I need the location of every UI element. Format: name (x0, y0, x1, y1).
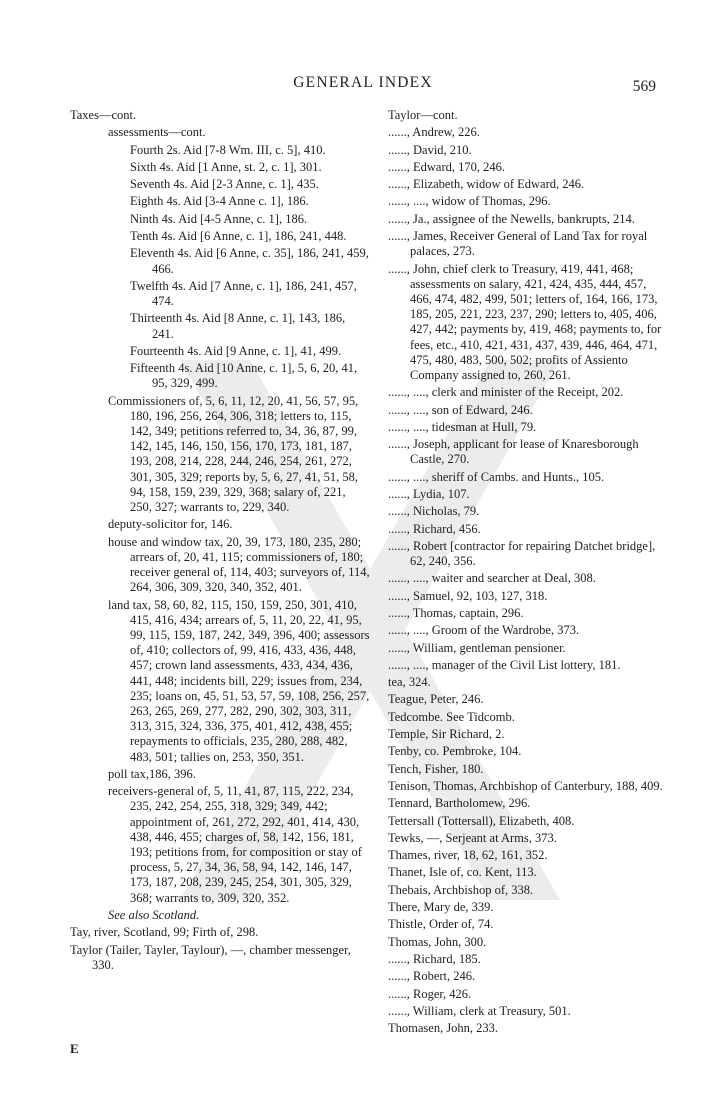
index-entry: ......, Richard, 185. (388, 951, 481, 966)
index-entry: Tedcombe. See Tidcomb. (388, 709, 515, 724)
index-entry: deputy-solicitor for, 146. (108, 517, 233, 532)
index-entry: Tenth 4s. Aid [6 Anne, c. 1], 186, 241, 448. (130, 229, 347, 244)
index-entry: ......, Lydia, 107. (388, 486, 470, 501)
page-title: GENERAL INDEX (293, 74, 433, 91)
index-column-right (388, 108, 670, 1038)
page-header (0, 74, 726, 98)
index-entry: See also Scotland. (108, 907, 200, 922)
index-entry: ......, Elizabeth, widow of Edward, 246. (388, 177, 585, 192)
index-entry: Taylor (Tailer, Tayler, Taylour), —, chamber messenger, 330. (70, 942, 351, 972)
index-entry: Tennard, Bartholomew, 296. (388, 796, 531, 811)
index-entry: Fourth 2s. Aid [7-8 Wm. III, c. 5], 410. (130, 142, 326, 157)
index-entry: receivers-general of, 5, 11, 41, 87, 115, 222, 234, 235, 242, 254, 255, 318, 329; 349, 442; appointment of, 261, 272, 292, 401, 414, 430, 438, 446, 455; charges of, 58, 142, 156, 181, 193; petitions from, for composition or stay of process, 5, 27, 34, 36, 58, 94, 142, 146, 147, 173, 187, 208, 239, 245, 254, 301, 305, 329, 368; warrants to, 309, 320, 352. (108, 784, 362, 905)
signature-mark: E (70, 1041, 79, 1056)
index-entry: Ninth 4s. Aid [4-5 Anne, c. 1], 186. (130, 211, 308, 226)
index-entry: tea, 324. (388, 675, 431, 690)
index-entry: ......, ...., clerk and minister of the Receipt, 202. (388, 385, 624, 400)
index-entry: Thomasen, John, 233. (388, 1021, 499, 1036)
index-entry: Taxes—cont. (70, 108, 137, 122)
index-entry: Tewks, —, Serjeant at Arms, 373. (388, 830, 557, 845)
index-entry: Taylor—cont. (388, 108, 458, 122)
index-entry: ......, ...., Groom of the Wardrobe, 373. (388, 623, 580, 638)
index-entry: ......, Edward, 170, 246. (388, 159, 505, 174)
index-entry: Teague, Peter, 246. (388, 692, 484, 707)
index-entry: ......, Nicholas, 79. (388, 504, 480, 519)
index-entry: assessments—cont. (108, 125, 206, 140)
index-entry: poll tax,186, 396. (108, 766, 196, 781)
index-entry: ......, Andrew, 226. (388, 125, 480, 140)
index-entry: Twelfth 4s. Aid [7 Anne, c. 1], 186, 241, 457, 474. (130, 278, 357, 309)
index-entry: Thirteenth 4s. Aid [8 Anne, c. 1], 143, 186, 241. (130, 311, 346, 341)
index-entry: Tenison, Thomas, Archbishop of Canterbury, 188, 409. (388, 778, 663, 793)
index-entry: There, Mary de, 339. (388, 900, 494, 915)
index-entry: Tench, Fisher, 180. (388, 761, 484, 776)
index-column-left (70, 108, 370, 975)
index-entry: ......, Ja., assignee of the Newells, bankrupts, 214. (388, 211, 635, 226)
index-entry: ......, Samuel, 92, 103, 127, 318. (388, 588, 548, 603)
index-entry: Commissioners of, 5, 6, 11, 12, 20, 41, 56, 57, 95, 180, 196, 256, 264, 306, 318; letters to, 115, 142, 349; petitions referred to, 34, 36, 87, 99, 142, 145, 146, 150, 156, 170, 173, 181, 187, 193, 208, 214, 228, 244, 246, 254, 261, 272, 301, 305, 329; reports by, 5, 6, 27, 41, 51, 58, 94, 158, 159, 239, 329, 368; salary of, 221, 250, 327; warrants to, 229, 340. (108, 393, 359, 515)
index-entry: Sixth 4s. Aid [1 Anne, st. 2, c. 1], 301. (130, 159, 322, 174)
index-entry: Thistle, Order of, 74. (388, 917, 494, 932)
index-entry: Tay, river, Scotland, 99; Firth of, 298. (70, 925, 259, 940)
index-entry: ......, Joseph, applicant for lease of Knaresborough Castle, 270. (388, 437, 639, 467)
index-entry: Thames, river, 18, 62, 161, 352. (388, 848, 548, 863)
index-entry: ......, William, clerk at Treasury, 501. (388, 1003, 571, 1018)
index-entry: ......, ...., widow of Thomas, 296. (388, 194, 551, 209)
index-entry: ......, William, gentleman pensioner. (388, 640, 566, 655)
index-entry: ......, Robert, 246. (388, 969, 476, 984)
index-entry: ......, ...., manager of the Civil List lottery, 181. (388, 657, 621, 672)
index-entry: ......, Roger, 426. (388, 986, 472, 1001)
index-entry: Seventh 4s. Aid [2-3 Anne, c. 1], 435. (130, 177, 319, 192)
index-entry: Thomas, John, 300. (388, 934, 487, 949)
index-entry: ......, ...., sheriff of Cambs. and Hunts., 105. (388, 469, 605, 484)
index-entry: ......, ...., son of Edward, 246. (388, 402, 533, 417)
index-entry: house and window tax, 20, 39, 173, 180, 235, 280; arrears of, 20, 41, 115; commissioners of, 180; receiver general of, 114, 403; surveyors of, 114, 264, 306, 309, 320, 340, 352, 401. (108, 534, 370, 595)
index-entry: Fifteenth 4s. Aid [10 Anne, c. 1], 5, 6, 20, 41, 95, 329, 499. (130, 361, 358, 391)
index-entry: Temple, Sir Richard, 2. (388, 727, 505, 742)
index-entry: Tenby, co. Pembroke, 104. (388, 744, 522, 759)
index-entry: Thebais, Archbishop of, 338. (388, 882, 534, 897)
page-number: 569 (632, 78, 656, 95)
index-entry: ......, John, chief clerk to Treasury, 419, 441, 468; assessments on salary, 421, 424, 435, 444, 457, 466, 474, 482, 499, 501; letters of, 164, 166, 173, 185, 205, 221, 223, 237, 290; letters to, 405, 406, 427, 442; payments by, 419, 468; payments to, for fees, etc., 410, 421, 431, 437, 439, 446, 464, 471, 475, 480, 483, 500, 502; profits of Assiento Company assigned to, 260, 261. (388, 261, 662, 382)
index-entry: ......, Thomas, captain, 296. (388, 605, 524, 620)
index-entry: Thanet, Isle of, co. Kent, 113. (388, 865, 537, 880)
index-entry: ......, ...., tidesman at Hull, 79. (388, 419, 537, 434)
index-entry: ......, Robert [contractor for repairing Datchet bridge], 62, 240, 356. (388, 538, 656, 569)
index-entry: ......, Richard, 456. (388, 521, 481, 536)
index-entry: land tax, 58, 60, 82, 115, 150, 159, 250, 301, 410, 415, 416, 434; arrears of, 5, 11, 20, 22, 41, 95, 99, 115, 159, 187, 242, 349, 396, 400; assessors of, 410; collectors of, 99, 416, 433, 436, 448, 457; crown land assessments, 433, 434, 436, 441, 448; incidents bill, 229; issues from, 234, 235; loans on, 45, 51, 53, 57, 59, 108, 256, 257, 263, 265, 269, 277, 282, 290, 302, 303, 311, 313, 315, 324, 336, 375, 401, 412, 438, 455; repayments to officials, 235, 280, 288, 482, 483, 501; tallies on, 253, 350, 351. (108, 597, 370, 764)
index-entry: Fourteenth 4s. Aid [9 Anne, c. 1], 41, 499. (130, 343, 342, 358)
index-entry: ......, ...., waiter and searcher at Deal, 308. (388, 571, 596, 586)
index-entry: Eighth 4s. Aid [3-4 Anne c. 1], 186. (130, 194, 309, 209)
index-entry: Tettersall (Tottersall), Elizabeth, 408. (388, 813, 575, 828)
index-entry: ......, David, 210. (388, 142, 472, 157)
index-entry: Eleventh 4s. Aid [6 Anne, c. 35], 186, 241, 459, 466. (130, 246, 369, 276)
index-entry: ......, James, Receiver General of Land Tax for royal palaces, 273. (388, 229, 648, 259)
